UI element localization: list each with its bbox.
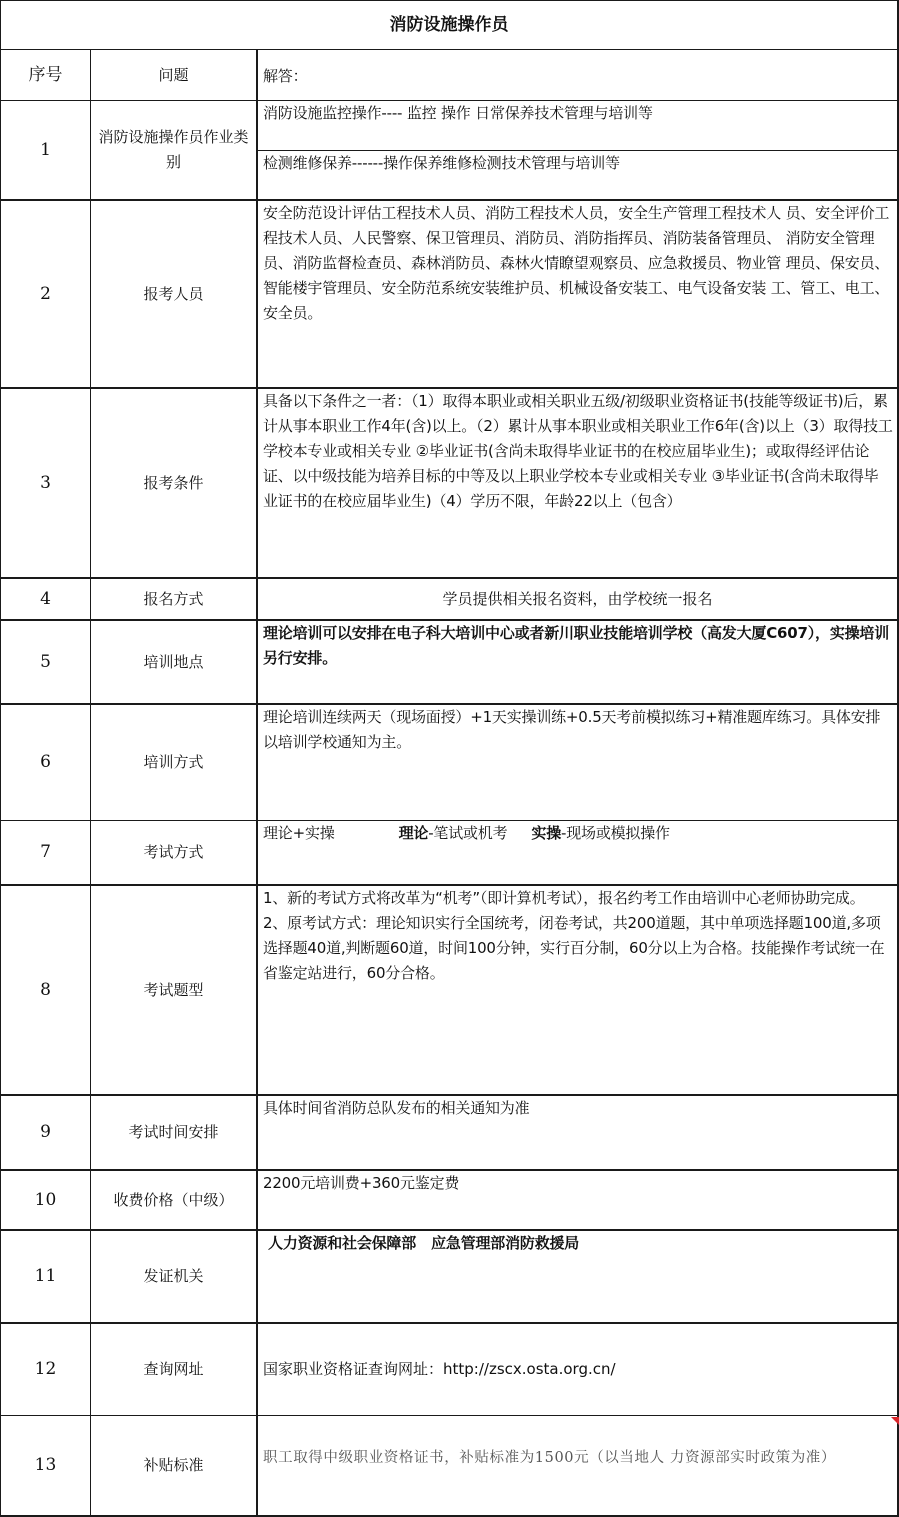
row-8-answer-new: 1、新的考试方式将改革为“机考”（即计算机考试），报名约考工作由培训中心老师协助完成。 [263, 889, 865, 907]
row-11-answer: 人力资源和社会保障部 应急管理部消防救援局 [263, 1234, 580, 1252]
row-7-answer-part-c-bold: 实操 [531, 824, 562, 842]
row-8-answer [258, 884, 897, 1094]
row-1-answer-1: 消防设施监控操作---- 监控 操作 日常保养技术管理与培训等 [263, 104, 653, 122]
row-4-answer: 学员提供相关报名资料，由学校统一报名 [442, 589, 713, 608]
row-8-no: 8 [40, 979, 51, 1000]
row-6-question: 培训方式 [143, 753, 204, 771]
row-4-question: 报名方式 [143, 589, 204, 608]
row-8-question: 考试题型 [143, 980, 204, 999]
row-3-answer: 具备以下条件之一者：（1）取得本职业或相关职业五级/初级职业资格证书(技能等级证书)后，累计从事本职业工作4年(含)以上。（2）累计从事本职业或相关职业工作6年(含)以上（3）取得技工学校本专业或相关专业 ②毕业证书(含尚未取得毕业证书的在校应届毕业生)；或取得经评估论证、以中级技能为培养目标的中等及以上职业学校本专业或相关专业 ③毕业证书(含尚未取得毕业证书的在校应届毕业生)（4）学历不限，年龄22以上（包含） [263, 392, 893, 510]
row-1-question: 消防设施操作员作业类别 [98, 128, 249, 171]
row-7-answer-part-b-bold: 理论 [398, 824, 429, 842]
table-title: 消防设施操作员 [389, 14, 509, 35]
header-no: 序号 [28, 64, 63, 85]
row-7-answer-part-b: -笔试或机考 [428, 824, 508, 842]
row-5-no: 5 [40, 651, 51, 672]
row-9-question: 考试时间安排 [128, 1123, 219, 1141]
row-2-no: 2 [40, 283, 51, 304]
row-9-no: 9 [40, 1122, 51, 1142]
row-1-answer-2: 检测维修保养------操作保养维修检测技术管理与培训等 [263, 154, 620, 172]
row-7-answer [258, 819, 897, 884]
row-3-question: 报考条件 [143, 473, 204, 492]
row-10-question: 收费价格（中级） [113, 1190, 234, 1209]
row-1-no: 1 [40, 139, 51, 160]
row-5-answer: 理论培训可以安排在电子科大培训中心或者新川职业技能培训学校（高发大厦C607），实操培训另行安排。 [263, 624, 890, 667]
row-12-no: 12 [34, 1359, 57, 1379]
row-2-question: 报考人员 [143, 284, 204, 303]
row-13-question: 补贴标准 [143, 1456, 204, 1474]
comment-marker-icon[interactable] [891, 1417, 899, 1425]
row-5-question: 培训地点 [143, 652, 204, 671]
row-12-question: 查询网址 [143, 1360, 204, 1378]
row-6-answer: 理论培训连续两天（现场面授）+1天实操训练+0.5天考前模拟练习+精准题库练习。具体安排以培训学校通知为主。 [263, 708, 881, 751]
row-7-question: 考试方式 [143, 843, 204, 861]
header-answer: 解答： [263, 67, 308, 85]
row-13-answer: 职工取得中级职业资格证书，补贴标准为1500元（以当地人 力资源部实时政策为准） [263, 1450, 837, 1466]
row-7-answer-part-c: -现场或模拟操作 [561, 824, 670, 842]
row-6-no: 6 [40, 752, 51, 772]
row-7-no: 7 [40, 842, 51, 862]
row-9-answer: 具体时间省消防总队发布的相关通知为准 [263, 1099, 530, 1117]
row-12-answer: 国家职业资格证查询网址：http://zscx.osta.org.cn/ [263, 1360, 616, 1378]
row-13-no: 13 [34, 1455, 57, 1475]
row-10-answer: 2200元培训费+360元鉴定费 [263, 1174, 460, 1192]
row-11-no: 11 [34, 1266, 57, 1286]
row-3-no: 3 [40, 472, 51, 493]
header-question: 问题 [158, 65, 189, 84]
row-4-no: 4 [40, 588, 51, 609]
row-10-no: 10 [34, 1189, 57, 1210]
row-8-answer-old: 2、原考试方式：理论知识实行全国统考，闭卷考试，共200道题，其中单项选择题100道,多项选择题40道,判断题60道，时间100分钟，实行百分制，60分以上为合格。技能操作考试统一在省鉴定站进行，60分合格。 [263, 914, 885, 982]
row-2-answer: 安全防范设计评估工程技术人员、消防工程技术人员，安全生产管理工程技术人 员、安全评价工程技术人员、人民警察、保卫管理员、消防员、消防指挥员、消防装备管理员、 消防安全管理员、消防监督检查员、森林消防员、森林火情瞭望观察员、应急救援员、物业管 理员、保安员、智能楼宇管理员、安全防范系统安装维护员、机械设备安装工、电气设备安装 工、管工、电工、安全员。 [263, 204, 890, 322]
row-7-answer-part-a: 理论+实操 [263, 824, 335, 842]
row-11-question: 发证机关 [143, 1267, 204, 1285]
